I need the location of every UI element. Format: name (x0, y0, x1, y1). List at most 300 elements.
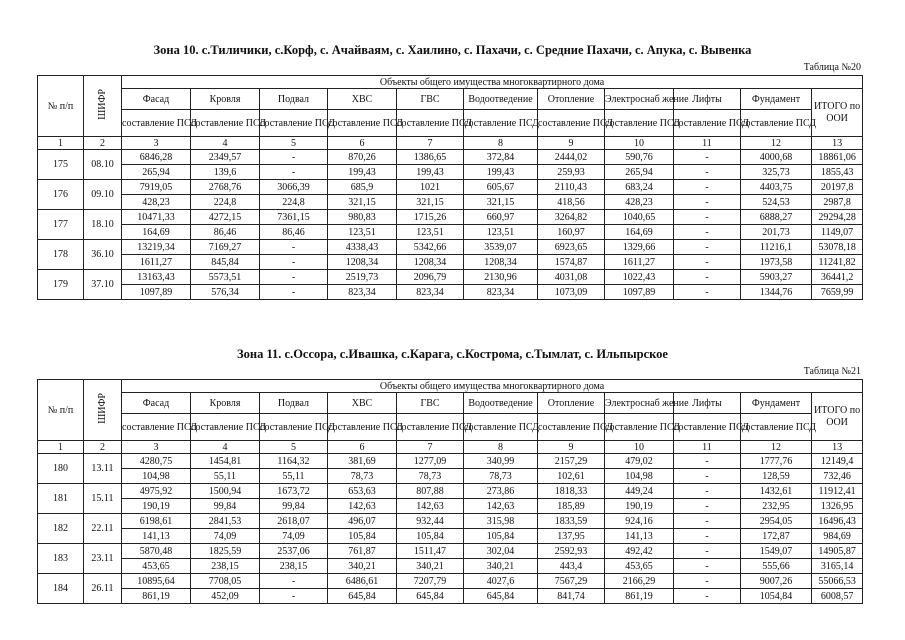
table-row (38, 165, 863, 180)
value-cell: 823,34 (464, 285, 538, 300)
zone-title: Зона 11. с.Оссора, с.Ивашка, с.Карага, с.Кострома, с.Тымлат, с. Ильпырское (237, 347, 668, 361)
table-row (38, 240, 863, 255)
value-cell: 1097,89 (605, 285, 674, 300)
value-cell: 524,53 (741, 195, 812, 210)
value-cell: 1611,27 (122, 255, 191, 270)
value-cell: 1855,43 (812, 165, 863, 180)
value-cell: 1021 (397, 180, 464, 195)
value-cell: 141,13 (122, 529, 191, 544)
value-cell: 7708,05 (191, 574, 260, 589)
header-category: Фундамент (741, 89, 812, 110)
value-cell: 1386,65 (397, 150, 464, 165)
value-cell: 428,23 (122, 195, 191, 210)
value-cell: 18861,06 (812, 150, 863, 165)
value-cell: 340,21 (464, 559, 538, 574)
header-code (84, 380, 122, 441)
column-number: 6 (328, 137, 397, 150)
value-cell: 2592,93 (538, 544, 605, 559)
value-cell: - (674, 589, 741, 604)
value-cell: 492,42 (605, 544, 674, 559)
table-row (38, 589, 863, 604)
row-code: 26.11 (84, 574, 122, 604)
value-cell: 1825,59 (191, 544, 260, 559)
value-cell: 3264,82 (538, 210, 605, 225)
value-cell: 4338,43 (328, 240, 397, 255)
value-cell: 6198,61 (122, 514, 191, 529)
value-cell: 1326,95 (812, 499, 863, 514)
column-number: 8 (464, 441, 538, 454)
header-category: Фундамент (741, 393, 812, 414)
value-cell: 660,97 (464, 210, 538, 225)
header-category: Водоотведение (464, 89, 538, 110)
value-cell: 1022,43 (605, 270, 674, 285)
value-cell: 861,19 (122, 589, 191, 604)
value-cell: 74,09 (191, 529, 260, 544)
table-row (38, 285, 863, 300)
value-cell: 7169,27 (191, 240, 260, 255)
header-category: Кровля (191, 89, 260, 110)
value-cell: - (674, 180, 741, 195)
value-cell: 139,6 (191, 165, 260, 180)
header-category: Лифты (674, 89, 741, 110)
header-sub: составление ПСД (191, 414, 260, 441)
table-row (38, 270, 863, 285)
value-cell: 1329,66 (605, 240, 674, 255)
value-cell: 605,67 (464, 180, 538, 195)
column-number: 2 (84, 137, 122, 150)
row-code: 13.11 (84, 454, 122, 484)
header-sub: составление ПСД (191, 110, 260, 137)
value-cell: 1277,09 (397, 454, 464, 469)
value-cell: 732,46 (812, 469, 863, 484)
column-number: 3 (122, 137, 191, 150)
value-cell: 6888,27 (741, 210, 812, 225)
row-number: 175 (38, 150, 84, 180)
value-cell: 128,59 (741, 469, 812, 484)
value-cell: 924,16 (605, 514, 674, 529)
header-category: ХВС (328, 393, 397, 414)
value-cell: 2444,02 (538, 150, 605, 165)
value-cell: 1097,89 (122, 285, 191, 300)
value-cell: 321,15 (397, 195, 464, 210)
value-cell: 1344,76 (741, 285, 812, 300)
column-number: 5 (260, 137, 328, 150)
value-cell: 870,26 (328, 150, 397, 165)
header-sub: составление ПСД (538, 414, 605, 441)
value-cell: 199,43 (328, 165, 397, 180)
value-cell: 453,65 (605, 559, 674, 574)
value-cell: 1611,27 (605, 255, 674, 270)
value-cell: 1040,65 (605, 210, 674, 225)
header-category: Фасад (122, 89, 191, 110)
value-cell: 123,51 (464, 225, 538, 240)
value-cell: 653,63 (328, 484, 397, 499)
data-table (37, 75, 863, 300)
header-category: ГВС (397, 393, 464, 414)
value-cell: 2349,57 (191, 150, 260, 165)
value-cell: - (674, 150, 741, 165)
value-cell: 590,76 (605, 150, 674, 165)
table-row (38, 529, 863, 544)
value-cell: 555,66 (741, 559, 812, 574)
value-cell: 2618,07 (260, 514, 328, 529)
value-cell: 172,87 (741, 529, 812, 544)
row-code: 18.10 (84, 210, 122, 240)
header-total: ИТОГО по ООИ (812, 89, 863, 137)
row-number: 180 (38, 454, 84, 484)
value-cell: 104,98 (605, 469, 674, 484)
value-cell: 36441,2 (812, 270, 863, 285)
header-group: Объекты общего имущества многоквартирного дома (122, 76, 863, 89)
value-cell: 1054,84 (741, 589, 812, 604)
value-cell: 1715,26 (397, 210, 464, 225)
row-code: 08.10 (84, 150, 122, 180)
table-row (38, 255, 863, 270)
table-row (38, 484, 863, 499)
value-cell: 4272,15 (191, 210, 260, 225)
header-sub: составление ПСД (328, 110, 397, 137)
value-cell: 980,83 (328, 210, 397, 225)
header-category: ХВС (328, 89, 397, 110)
header-code (84, 76, 122, 137)
table-row (38, 225, 863, 240)
value-cell: 807,88 (397, 484, 464, 499)
header-category: Отопление (538, 393, 605, 414)
header-sub: составление ПСД (605, 110, 674, 137)
value-cell: 1454,81 (191, 454, 260, 469)
value-cell: 238,15 (191, 559, 260, 574)
value-cell: 7919,05 (122, 180, 191, 195)
value-cell: 20197,8 (812, 180, 863, 195)
value-cell: 13163,43 (122, 270, 191, 285)
value-cell: 55066,53 (812, 574, 863, 589)
value-cell: 418,56 (538, 195, 605, 210)
value-cell: 1549,07 (741, 544, 812, 559)
row-number: 182 (38, 514, 84, 544)
value-cell: - (674, 559, 741, 574)
column-number: 12 (741, 441, 812, 454)
value-cell: 5903,27 (741, 270, 812, 285)
header-sub: составление ПСД (260, 110, 328, 137)
column-number: 1 (38, 441, 84, 454)
data-table (37, 379, 863, 604)
header-category: Водоотведение (464, 393, 538, 414)
header-category: Подвал (260, 89, 328, 110)
column-number: 4 (191, 137, 260, 150)
value-cell: 340,21 (328, 559, 397, 574)
header-num: № п/п (38, 76, 84, 137)
value-cell: 265,94 (122, 165, 191, 180)
column-number: 11 (674, 137, 741, 150)
table-row (38, 180, 863, 195)
value-cell: 78,73 (328, 469, 397, 484)
value-cell: 645,84 (464, 589, 538, 604)
table-row (38, 544, 863, 559)
table-number: Таблица №21 (803, 366, 861, 377)
value-cell: 428,23 (605, 195, 674, 210)
row-code: 37.10 (84, 270, 122, 300)
column-number: 2 (84, 441, 122, 454)
value-cell: 238,15 (260, 559, 328, 574)
value-cell: 645,84 (397, 589, 464, 604)
column-number: 6 (328, 441, 397, 454)
column-number: 7 (397, 137, 464, 150)
header-total: ИТОГО по ООИ (812, 393, 863, 441)
value-cell: 12149,4 (812, 454, 863, 469)
header-group: Объекты общего имущества многоквартирного дома (122, 380, 863, 393)
value-cell: - (260, 285, 328, 300)
value-cell: 224,8 (260, 195, 328, 210)
value-cell: 105,84 (397, 529, 464, 544)
row-number: 184 (38, 574, 84, 604)
value-cell: 496,07 (328, 514, 397, 529)
value-cell: 841,74 (538, 589, 605, 604)
value-cell: - (674, 255, 741, 270)
header-category: Кровля (191, 393, 260, 414)
header-sub: составление ПСД (397, 110, 464, 137)
value-cell: 761,87 (328, 544, 397, 559)
value-cell: - (674, 210, 741, 225)
value-cell: 1818,33 (538, 484, 605, 499)
value-cell: 190,19 (122, 499, 191, 514)
column-number: 13 (812, 441, 863, 454)
value-cell: 74,09 (260, 529, 328, 544)
value-cell: 6486,61 (328, 574, 397, 589)
value-cell: - (674, 454, 741, 469)
value-cell: - (674, 514, 741, 529)
value-cell: 2157,29 (538, 454, 605, 469)
value-cell: - (674, 165, 741, 180)
table-number: Таблица №20 (803, 62, 861, 73)
zone-title: Зона 10. с.Тиличики, с.Корф, с. Ачайваям, с. Хаилино, с. Пахачи, с. Средние Пахачи, с. Апука, с. Вывенка (153, 43, 752, 57)
value-cell: 142,63 (397, 499, 464, 514)
value-cell: 1432,61 (741, 484, 812, 499)
header-code-label: ШИФР (97, 393, 108, 424)
row-number: 178 (38, 240, 84, 270)
column-number: 10 (605, 441, 674, 454)
column-number: 13 (812, 137, 863, 150)
header-category: Электроснаб жение (605, 89, 674, 110)
header-sub: составление ПСД (674, 414, 741, 441)
value-cell: 7659,99 (812, 285, 863, 300)
column-number: 7 (397, 441, 464, 454)
value-cell: 7567,29 (538, 574, 605, 589)
value-cell: - (260, 165, 328, 180)
value-cell: 576,34 (191, 285, 260, 300)
table-row (38, 559, 863, 574)
value-cell: - (674, 574, 741, 589)
value-cell: 99,84 (260, 499, 328, 514)
value-cell: 9007,26 (741, 574, 812, 589)
value-cell: - (260, 240, 328, 255)
column-number: 1 (38, 137, 84, 150)
column-number: 4 (191, 441, 260, 454)
value-cell: 99,84 (191, 499, 260, 514)
header-category: Отопление (538, 89, 605, 110)
value-cell: 2537,06 (260, 544, 328, 559)
header-sub: составление ПСД (741, 414, 812, 441)
column-number: 3 (122, 441, 191, 454)
value-cell: 2519,73 (328, 270, 397, 285)
value-cell: 2954,05 (741, 514, 812, 529)
header-code-label: ШИФР (97, 89, 108, 120)
value-cell: 325,73 (741, 165, 812, 180)
header-sub: составление ПСД (328, 414, 397, 441)
header-sub: составление ПСД (605, 414, 674, 441)
table-row (38, 454, 863, 469)
row-number: 177 (38, 210, 84, 240)
value-cell: 683,24 (605, 180, 674, 195)
value-cell: 932,44 (397, 514, 464, 529)
value-cell: 55,11 (191, 469, 260, 484)
value-cell: - (260, 270, 328, 285)
row-number: 181 (38, 484, 84, 514)
value-cell: - (674, 225, 741, 240)
value-cell: 479,02 (605, 454, 674, 469)
value-cell: 2768,76 (191, 180, 260, 195)
value-cell: 142,63 (328, 499, 397, 514)
row-number: 176 (38, 180, 84, 210)
value-cell: 2841,53 (191, 514, 260, 529)
value-cell: - (674, 285, 741, 300)
value-cell: 645,84 (328, 589, 397, 604)
value-cell: 452,09 (191, 589, 260, 604)
value-cell: - (674, 544, 741, 559)
column-number: 9 (538, 441, 605, 454)
value-cell: 10471,33 (122, 210, 191, 225)
value-cell: 10895,64 (122, 574, 191, 589)
value-cell: 4975,92 (122, 484, 191, 499)
value-cell: 4027,6 (464, 574, 538, 589)
value-cell: 185,89 (538, 499, 605, 514)
value-cell: 984,69 (812, 529, 863, 544)
value-cell: 102,61 (538, 469, 605, 484)
value-cell: 1777,76 (741, 454, 812, 469)
value-cell: 321,15 (464, 195, 538, 210)
value-cell: 1833,59 (538, 514, 605, 529)
row-code: 22.11 (84, 514, 122, 544)
value-cell: 1511,47 (397, 544, 464, 559)
value-cell: 2130,96 (464, 270, 538, 285)
value-cell: 160,97 (538, 225, 605, 240)
value-cell: 11912,41 (812, 484, 863, 499)
value-cell: 11216,1 (741, 240, 812, 255)
value-cell: 13219,34 (122, 240, 191, 255)
value-cell: 340,99 (464, 454, 538, 469)
value-cell: 1973,58 (741, 255, 812, 270)
value-cell: 199,43 (397, 165, 464, 180)
value-cell: 78,73 (464, 469, 538, 484)
value-cell: 5342,66 (397, 240, 464, 255)
value-cell: 164,69 (605, 225, 674, 240)
column-number: 5 (260, 441, 328, 454)
value-cell: 845,84 (191, 255, 260, 270)
header-sub: составление ПСД (260, 414, 328, 441)
value-cell: 53078,18 (812, 240, 863, 255)
value-cell: 340,21 (397, 559, 464, 574)
value-cell: 265,94 (605, 165, 674, 180)
header-category: ГВС (397, 89, 464, 110)
table-row (38, 210, 863, 225)
value-cell: 1208,34 (328, 255, 397, 270)
value-cell: 2096,79 (397, 270, 464, 285)
header-sub: составление ПСД (122, 414, 191, 441)
value-cell: - (674, 195, 741, 210)
value-cell: - (674, 484, 741, 499)
value-cell: - (260, 150, 328, 165)
value-cell: - (674, 469, 741, 484)
value-cell: 685,9 (328, 180, 397, 195)
row-code: 15.11 (84, 484, 122, 514)
value-cell: 201,73 (741, 225, 812, 240)
value-cell: - (674, 270, 741, 285)
value-cell: 2166,29 (605, 574, 674, 589)
table-row (38, 514, 863, 529)
value-cell: 4000,68 (741, 150, 812, 165)
header-category: Подвал (260, 393, 328, 414)
value-cell: 1208,34 (464, 255, 538, 270)
value-cell: 199,43 (464, 165, 538, 180)
value-cell: 1208,34 (397, 255, 464, 270)
row-code: 36.10 (84, 240, 122, 270)
header-sub: составление ПСД (397, 414, 464, 441)
value-cell: 11241,82 (812, 255, 863, 270)
row-code: 09.10 (84, 180, 122, 210)
table-row (38, 195, 863, 210)
value-cell: 137,95 (538, 529, 605, 544)
value-cell: 321,15 (328, 195, 397, 210)
value-cell: - (260, 255, 328, 270)
value-cell: 14905,87 (812, 544, 863, 559)
row-number: 179 (38, 270, 84, 300)
value-cell: 123,51 (397, 225, 464, 240)
value-cell: 823,34 (397, 285, 464, 300)
table-row (38, 499, 863, 514)
table-row (38, 150, 863, 165)
column-number: 11 (674, 441, 741, 454)
value-cell: 1073,09 (538, 285, 605, 300)
value-cell: 29294,28 (812, 210, 863, 225)
table-row (38, 574, 863, 589)
value-cell: - (674, 529, 741, 544)
value-cell: 190,19 (605, 499, 674, 514)
value-cell: 141,13 (605, 529, 674, 544)
value-cell: - (674, 499, 741, 514)
value-cell: 1164,32 (260, 454, 328, 469)
column-number: 8 (464, 137, 538, 150)
value-cell: 372,84 (464, 150, 538, 165)
header-sub: составление ПСД (741, 110, 812, 137)
value-cell: 105,84 (464, 529, 538, 544)
value-cell: 105,84 (328, 529, 397, 544)
value-cell: 6008,57 (812, 589, 863, 604)
value-cell: 3165,14 (812, 559, 863, 574)
header-category: Электроснаб жение (605, 393, 674, 414)
header-category: Фасад (122, 393, 191, 414)
value-cell: 123,51 (328, 225, 397, 240)
column-number: 12 (741, 137, 812, 150)
value-cell: 6923,65 (538, 240, 605, 255)
value-cell: 302,04 (464, 544, 538, 559)
value-cell: 4031,08 (538, 270, 605, 285)
header-sub: составление ПСД (464, 110, 538, 137)
value-cell: 823,34 (328, 285, 397, 300)
value-cell: 381,69 (328, 454, 397, 469)
value-cell: 232,95 (741, 499, 812, 514)
value-cell: 5573,51 (191, 270, 260, 285)
value-cell: - (260, 589, 328, 604)
header-sub: составление ПСД (674, 110, 741, 137)
